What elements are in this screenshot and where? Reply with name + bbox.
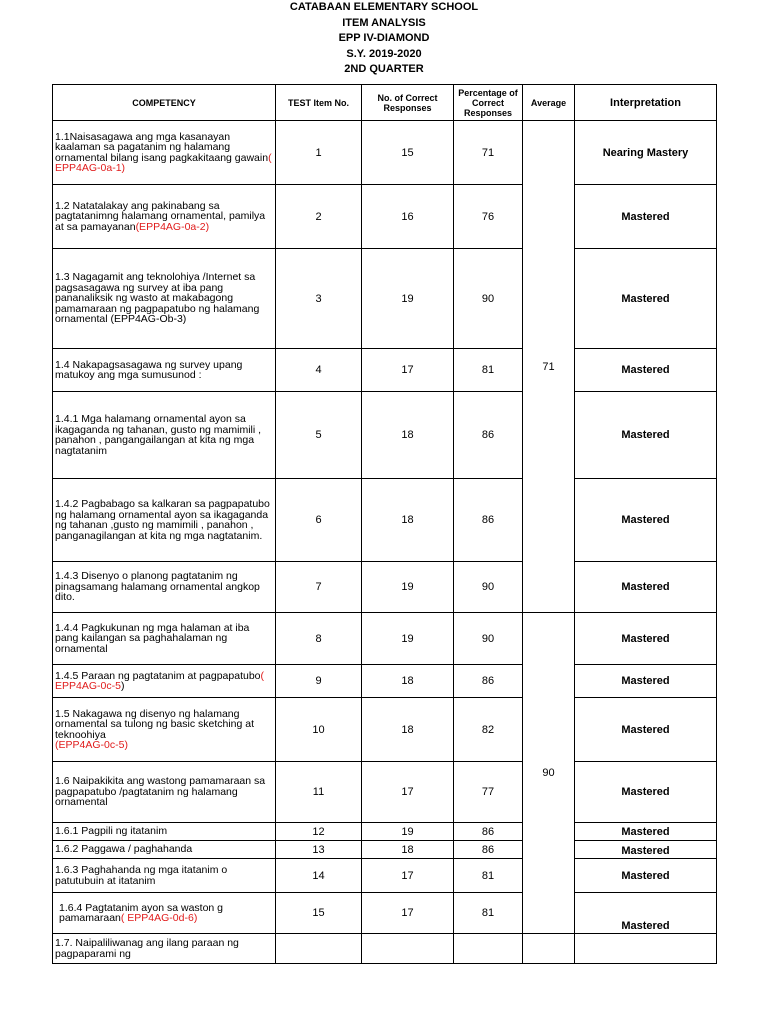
interpretation-cell: Mastered (575, 349, 717, 392)
competency-text: 1.4.3 Disenyo o planong pagtatanim ng pinagsamang halamang ornamental angkop dito. (55, 570, 260, 604)
table-row (53, 349, 717, 392)
item-no-cell: 11 (276, 762, 362, 823)
percentage-cell: 90 (454, 562, 523, 613)
competency-text: 1.7. Naipaliliwanag ang ilang paraan ng pagpaparami ng (55, 937, 239, 960)
interpretation-cell: Nearing Mastery (575, 121, 717, 185)
correct-cell: 18 (362, 665, 454, 698)
competency-text: 1.6.4 Pagtatanim ayon sa waston g pamamaraan (59, 901, 224, 924)
correct-cell: 19 (362, 562, 454, 613)
school-year: S.Y. 2019-2020 (346, 47, 422, 60)
item-no-cell: 7 (276, 562, 362, 613)
col-interpretation: Interpretation (575, 85, 717, 121)
interpretation-cell: Mastered (575, 859, 717, 893)
table-row (53, 665, 717, 698)
item-no-cell (276, 934, 362, 964)
competency-text: 1.1Naisasagawa ang mga kasanayan kaalaman sa pagatanim ng halamang ornamental bilang isang pagkakitaang gawain (55, 130, 269, 164)
percentage-cell: 76 (454, 185, 523, 249)
correct-cell: 18 (362, 698, 454, 762)
competency-cell (53, 665, 276, 698)
item-no-cell: 15 (276, 893, 362, 934)
interpretation-cell (575, 934, 717, 964)
competency-cell (53, 893, 276, 934)
item-no-cell: 4 (276, 349, 362, 392)
percentage-cell: 86 (454, 823, 523, 841)
item-no-cell: 13 (276, 841, 362, 859)
competency-cell (53, 121, 276, 185)
competency-cell (53, 823, 276, 841)
correct-cell: 19 (362, 823, 454, 841)
interpretation-cell: Mastered (575, 562, 717, 613)
item-no-cell: 3 (276, 249, 362, 349)
correct-cell: 19 (362, 249, 454, 349)
interpretation-cell: Mastered (575, 665, 717, 698)
item-no-cell: 12 (276, 823, 362, 841)
percentage-cell: 81 (454, 859, 523, 893)
percentage-cell: 86 (454, 392, 523, 479)
report-header (0, 0, 768, 78)
quarter: 2ND QUARTER (344, 63, 424, 75)
interpretation-cell: Mastered (575, 762, 717, 823)
col-item-no: TEST Item No. (276, 85, 362, 121)
item-analysis-table (52, 84, 717, 964)
average-cell: 90 (523, 613, 575, 934)
competency-code: (EPP4AG-0a-2) (135, 220, 210, 233)
competency-text: 1.6.1 Pagpili ng itatanim (55, 825, 168, 838)
school-name: CATABAAN ELEMENTARY SCHOOL (289, 1, 479, 13)
correct-cell (362, 934, 454, 964)
table-row (53, 392, 717, 479)
correct-cell: 17 (362, 859, 454, 893)
col-competency: COMPETENCY (53, 85, 276, 121)
correct-cell: 17 (362, 893, 454, 934)
item-no-cell: 6 (276, 479, 362, 562)
interpretation-cell: Mastered (575, 893, 717, 934)
correct-cell: 18 (362, 841, 454, 859)
competency-code: ( EPP4AG-0d-6) (120, 912, 198, 924)
average-cell: 71 (523, 121, 575, 613)
item-no-cell: 5 (276, 392, 362, 479)
interpretation-cell: Mastered (575, 479, 717, 562)
interpretation-cell: Mastered (575, 698, 717, 762)
competency-text: 1.6 Naipakikita ang wastong pamamaraan sa pagpapatubo /pagtatanim ng halamang ornamental (55, 775, 266, 809)
percentage-cell: 90 (454, 249, 523, 349)
table-row (53, 841, 717, 859)
table-row (53, 121, 717, 185)
competency-cell (53, 934, 276, 964)
item-no-cell: 2 (276, 185, 362, 249)
percentage-cell: 77 (454, 762, 523, 823)
competency-code: ( EPP4AG-0c-5 (55, 669, 264, 692)
interpretation-cell: Mastered (575, 613, 717, 665)
table-row (53, 185, 717, 249)
correct-cell: 17 (362, 762, 454, 823)
percentage-cell: 81 (454, 349, 523, 392)
subject-section: EPP IV-DIAMOND (338, 32, 430, 44)
item-no-cell: 1 (276, 121, 362, 185)
table-row (53, 613, 717, 665)
table-row (53, 698, 717, 762)
competency-text: 1.2 Natatalakay ang pakinabang sa pagtatanimng halamang ornamental, pamilya at sa pamayanan (55, 199, 266, 233)
item-no-cell: 14 (276, 859, 362, 893)
col-correct: No. of Correct Responses (362, 85, 454, 121)
competency-cell (53, 613, 276, 665)
correct-cell: 18 (362, 479, 454, 562)
competency-text: 1.4 Nakapagsasagawa ng survey upang matukoy ang mga sumusunod : (55, 358, 243, 381)
percentage-cell (454, 934, 523, 964)
interpretation-cell: Mastered (575, 392, 717, 479)
correct-cell: 17 (362, 349, 454, 392)
table-row (53, 859, 717, 893)
competency-text: 1.4.4 Pagkukunan ng mga halaman at iba pang kailangan sa paghahalaman ng ornamental (55, 621, 250, 655)
col-percentage: Percentage of Correct Responses (454, 85, 523, 121)
percentage-cell: 86 (454, 479, 523, 562)
col-average: Average (523, 85, 575, 121)
percentage-cell: 82 (454, 698, 523, 762)
table-row (53, 249, 717, 349)
competency-cell (53, 698, 276, 762)
competency-code: (EPP4AG-0c-5) (55, 739, 128, 751)
interpretation-cell: Mastered (575, 823, 717, 841)
percentage-cell: 90 (454, 613, 523, 665)
average-cell (523, 934, 575, 964)
table-row (53, 762, 717, 823)
competency-text: 1.5 Nakagawa ng disenyo ng halamang ornamental sa tulong ng basic sketching at teknoohiya (55, 707, 255, 741)
competency-text: 1.6.3 Paghahanda ng mga itatanim o patutubuin at itatanim (55, 864, 228, 887)
table-row (53, 823, 717, 841)
competency-text: 1.3 Nagagamit ang teknolohiya /Internet sa pagsasagawa ng survey at iba pang pananaliksik ng wasto at makabagong pamamaraan ng pagpapatubo ng halamang ornamental (EPP4AG-Ob-3) (55, 271, 260, 326)
table-row (53, 479, 717, 562)
competency-code: ( EPP4AG-0a-1) (55, 151, 272, 174)
percentage-cell: 81 (454, 893, 523, 934)
competency-text: 1.4.1 Mga halamang ornamental ayon sa ikagaganda ng tahanan, gusto ng mamimili , panahon , pangangailangan at kita ng mga nagtatanim (55, 413, 262, 457)
percentage-cell: 71 (454, 121, 523, 185)
competency-text: 1.4.2 Pagbabago sa kalkaran sa pagpapatubo ng halamang ornamental ayon sa ikagaganda ng tahanan ,gusto ng mamimili , panahon , panganagilangan at kita ng mga nagtatanim. (55, 498, 270, 542)
percentage-cell: 86 (454, 841, 523, 859)
report-title: ITEM ANALYSIS (342, 16, 426, 29)
table-row (53, 893, 717, 934)
interpretation-cell: Mastered (575, 249, 717, 349)
correct-cell: 16 (362, 185, 454, 249)
correct-cell: 15 (362, 121, 454, 185)
interpretation-cell: Mastered (575, 841, 717, 859)
interpretation-cell: Mastered (575, 185, 717, 249)
item-no-cell: 9 (276, 665, 362, 698)
competency-cell (53, 762, 276, 823)
table-row (53, 562, 717, 613)
percentage-cell: 86 (454, 665, 523, 698)
competency-code-tail: ) (120, 680, 125, 692)
competency-cell (53, 185, 276, 249)
table-row (53, 934, 717, 964)
item-no-cell: 10 (276, 698, 362, 762)
competency-cell (53, 249, 276, 349)
competency-cell (53, 479, 276, 562)
competency-cell (53, 859, 276, 893)
item-no-cell: 8 (276, 613, 362, 665)
competency-cell (53, 392, 276, 479)
competency-text: 1.4.5 Paraan ng pagtatanim at pagpapatubo (55, 669, 261, 682)
competency-cell (53, 349, 276, 392)
competency-cell (53, 841, 276, 859)
competency-text: 1.6.2 Paggawa / paghahanda (55, 843, 193, 856)
competency-cell (53, 562, 276, 613)
correct-cell: 18 (362, 392, 454, 479)
correct-cell: 19 (362, 613, 454, 665)
